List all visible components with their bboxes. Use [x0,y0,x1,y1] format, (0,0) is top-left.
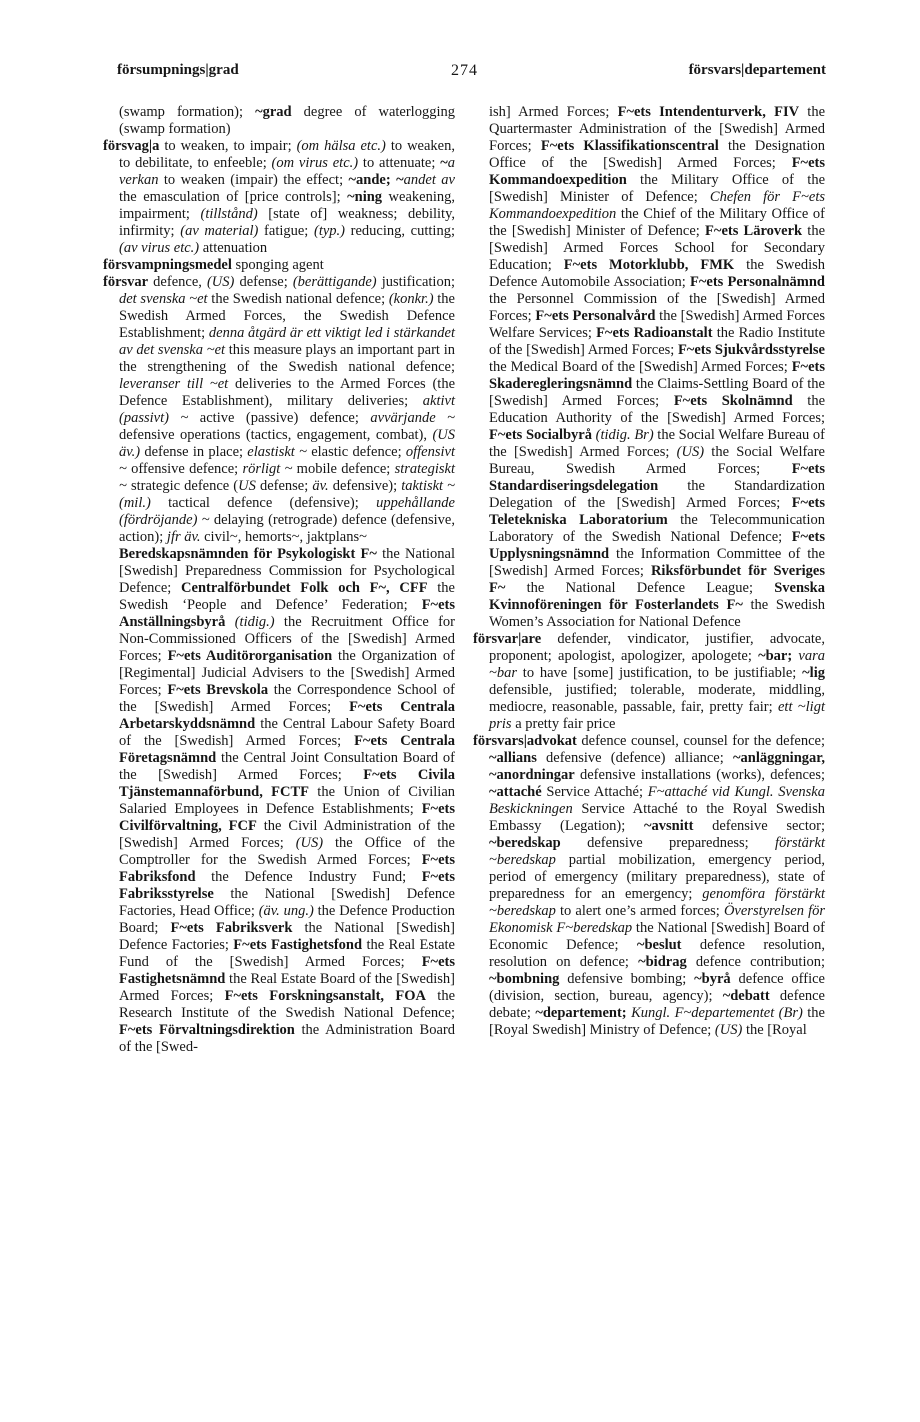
page-number: 274 [451,62,478,79]
left-column [103,104,455,1056]
dictionary-entry: försvar defence, (US) defense; (berättigande) justification; det svenska ~et the Swedish national defence; (konkr.) the Swedish Armed Forces, the Swedish Defence Establishment; denna åtgärd är ett viktigt led i stärkandet av det svenska ~et this measure plays an important part in the strengthening of the Swedish national defence; leveranser till ~et deliveries to the Armed Forces (the Defence Establishment), military deliveries; aktivt (passivt) ~ active (passive) defence; avvärjande ~ defensive operations (tactics, engagement, combat), (US äv.) defense in place; elastiskt ~ elastic defence; offensivt ~ offensive defence; rörligt ~ mobile defence; strategiskt ~ strategic defence (US defense; äv. defensive); taktiskt ~ (mil.) tactical defence (defensive); uppehållande (fördröjande) ~ delaying (retrograde) defence (defensive, action); jfr äv. civil~, hemorts~, jaktplans~ [103,274,456,545]
dictionary-entry: försvag|a to weaken, to impair; (om hälsa etc.) to weaken, to debilitate, to enfeeble; (om virus etc.) to attenuate; ~a verkan to weaken (impair) the effect; ~ande; ~andet av the emasculation of [price controls]; ~ning weakening, impairment; (tillstånd) [state of] weakness; debility, infirmity; (av material) fatigue; (typ.) reducing, cutting; (av virus etc.) attenuation [103,138,455,256]
dictionary-sub-entry-continued: ish] Armed Forces; F~ets Intendenturverk, FIV the Quartermaster Administration of the [Swedish] Armed Forces; F~ets Klassifikationscentral the Designation Office of the [Swedish] Armed Forces; F~ets Kommandoexpedition the Military Office of the [Swedish] Minister of Defence; Chefen för F~ets Kommandoexpedition the Chief of the Military Office of the [Swedish] Minister of Defence; F~ets Läroverk the [Swedish] Armed Forces School for Secondary Education; F~ets Motorklubb, FMK the Swedish Defence Automobile Association; F~ets Personalnämnd the Personnel Commission of the [Swedish] Armed Forces; F~ets Personalvård the [Swedish] Armed Forces Welfare Services; F~ets Radioanstalt the Radio Institute of the [Swedish] Armed Forces; F~ets Sjukvårdsstyrelse the Medical Board of the [Swedish] Armed Forces; F~ets Skaderegleringsnämnd the Claims-Settling Board of the [Swedish] Armed Forces; F~ets Skolnämnd the Education Authority of the [Swedish] Armed Forces; F~ets Socialbyrå (tidig. Br) the Social Welfare Bureau of the [Swedish] Armed Forces; (US) the Social Welfare Bureau, Swedish Armed Forces; F~ets Standardiseringsdelegation the Standardization Delegation of the [Swedish] Armed Forces; F~ets Teletekniska Laboratorium the Telecommunication Laboratory of the Swedish National Defence; F~ets Upplysningsnämnd the Information Committee of the [Swedish] Armed Forces; Riksförbundet för Sveriges F~ the National Defence League; Svenska Kvinnoföreningen för Fosterlandets F~ the Swedish Women’s Association for National Defence [489,104,826,630]
right-running-headword: försvars|departement [688,62,826,78]
dictionary-entry: försvar|are defender, vindicator, justifier, advocate, proponent; apologist, apologizer, apologete; ~bar; vara ~bar to have [some] justification, to be justifiable; ~lig defensible, justified; tolerable, moderate, middling, mediocre, reasonable, passable, fair, pretty fair; ett ~ligt pris a pretty fair price [473,631,826,732]
dictionary-entry: (swamp formation); ~grad degree of waterlogging (swamp formation) [119,104,455,137]
right-column [473,104,825,1039]
left-running-headword: försumpnings|grad [117,62,239,78]
dictionary-sub-entry: Beredskapsnämnden för Psykologiskt F~ the National [Swedish] Preparedness Commission for Psychological Defence; Centralförbundet Folk och F~, CFF the Swedish ‘People and Defence’ Federation; F~ets Anställningsbyrå (tidig.) the Recruitment Office for Non-Commissioned Officers of the [Swedish] Armed Forces; F~ets Auditörorganisation the Organization of [Regimental] Judicial Advisers to the [Swedish] Armed Forces; F~ets Brevskola the Correspondence School of the [Swedish] Armed Forces; F~ets Centrala Arbetarskyddsnämnd the Central Labour Safety Board of the [Swedish] Armed Forces; F~ets Centrala Företagsnämnd the Central Joint Consultation Board of the [Swedish] Armed Forces; F~ets Civila Tjänstemannaförbund, FCTF the Union of Civilian Salaried Employees in Defence Establishments; F~ets Civilförvaltning, FCF the Civil Administration of the [Swedish] Armed Forces; (US) the Office of the Comptroller for the Swedish Armed Forces; F~ets Fabriksfond the Defence Industry Fund; F~ets Fabriksstyrelse the National [Swedish] Defence Factories, Head Office; (äv. ung.) the Defence Production Board; F~ets Fabriksverk the National [Swedish] Defence Factories; F~ets Fastighetsfond the Real Estate Fund of the [Swedish] Armed Forces; F~ets Fastighetsnämnd the Real Estate Board of the [Swedish] Armed Forces; F~ets Forskningsanstalt, FOA the Research Institute of the Swedish National Defence; F~ets Förvaltningsdirektion the Administration Board of the [Swed- [119,546,456,1055]
dictionary-entry: försvars|advokat defence counsel, counsel for the defence; ~allians defensive (defence) alliance; ~anläggningar, ~anordningar defensive installations (works), defences; ~attaché Service Attaché; F~attaché vid Kungl. Svenska Beskickningen Service Attaché to the Royal Swedish Embassy (Legation); ~avsnitt defensive sector; ~beredskap defensive preparedness; förstärkt ~beredskap partial mobilization, emergency period, period of emergency (military preparedness), state of preparedness for an emergency; genomföra förstärkt ~beredskap to alert one’s armed forces; Överstyrelsen för Ekonomisk F~beredskap the National [Swedish] Board of Economic Defence; ~beslut defence resolution, resolution on defence; ~bidrag defence contribution; ~bombning defensive bombing; ~byrå defence office (division, section, bureau, agency); ~debatt defence debate; ~departement; Kungl. F~departementet (Br) the [Royal Swedish] Ministry of Defence; (US) the [Royal [473,733,825,1038]
dictionary-entry: försvampningsmedel sponging agent [103,257,324,273]
page-header [117,62,826,86]
